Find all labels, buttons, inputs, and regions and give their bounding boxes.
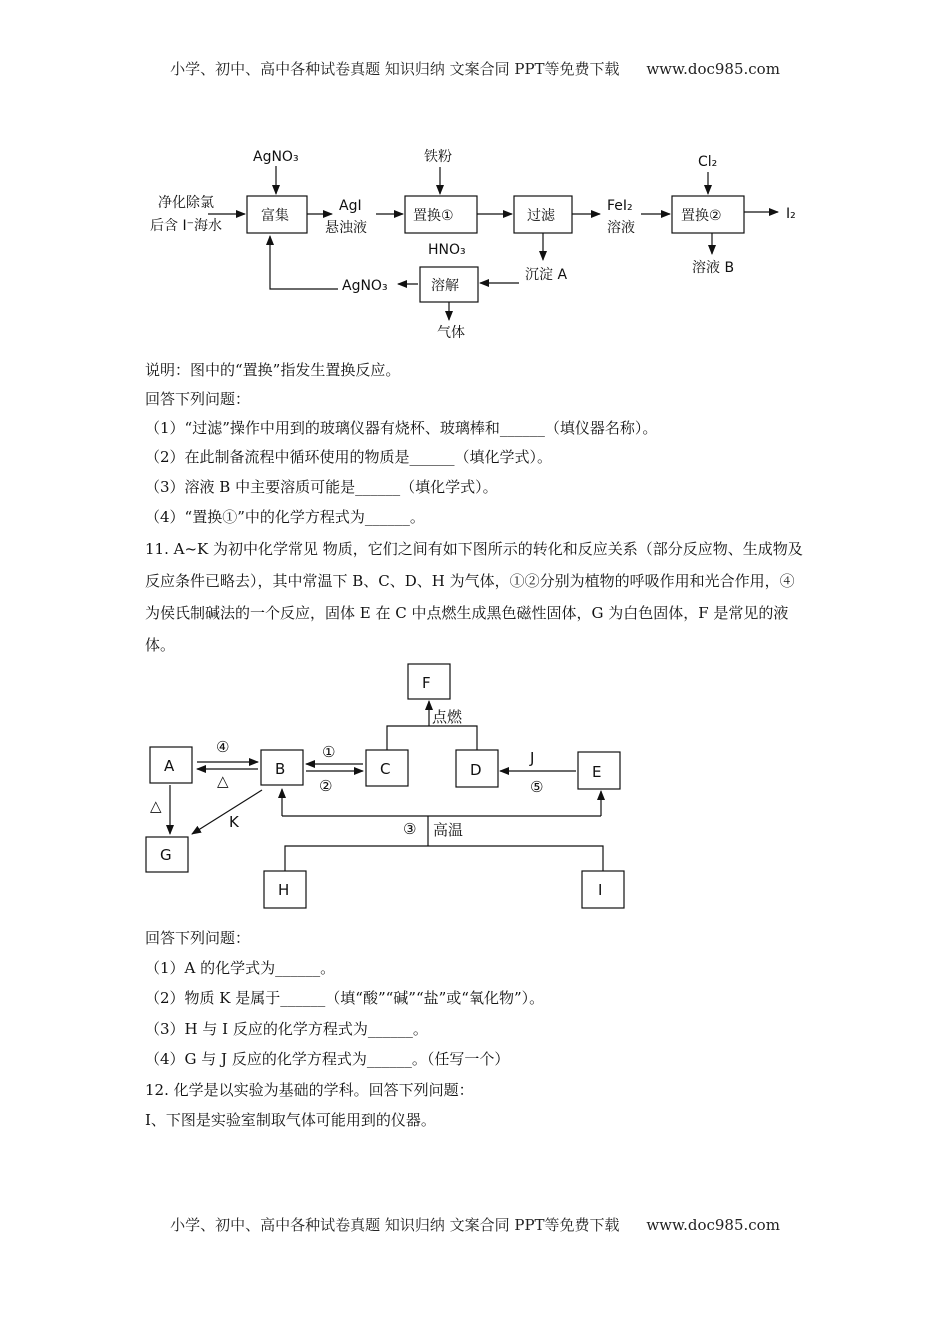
rel-A: A xyxy=(164,757,175,775)
rel-I: I xyxy=(598,881,603,899)
rel-circle-1: ① xyxy=(322,743,336,761)
flow-iron: 铁粉 xyxy=(424,149,452,165)
q11-item-2: （2）物质 K 是属于______（填“酸”“碱”“盐”或“氧化物”）。 xyxy=(145,989,545,1007)
flow-gas: 气体 xyxy=(437,325,465,341)
q11-stem: 11. A~K 为初中化学常见 物质，它们之间有如下图所示的转化和反应关系（部分反应物、生成物及反应条件已略去），其中常温下 B、C、D、H 为气体，①②分别为植物的呼吸作用和光合作用，④为侯氏制碱法的一个反应，固体 E 在 C 中点燃生成黑色磁性固体，G 为白色固体，F 是常见的液体。 xyxy=(145,540,803,654)
flow-cl2: Cl₂ xyxy=(698,154,718,170)
q12-stem: 12. 化学是以实验为基础的学科。回答下列问题： xyxy=(145,1081,474,1099)
rel-G: G xyxy=(160,846,172,864)
flow-filter-label: 过滤 xyxy=(527,208,555,224)
rel-circle-4: ④ xyxy=(216,738,230,756)
flow-fei2-2: 溶液 xyxy=(607,220,635,236)
q12-part-1: I、下图是实验室制取气体可能用到的仪器。 xyxy=(145,1111,436,1129)
rel-hightemp: 高温 xyxy=(433,821,464,839)
footer-text: 小学、初中、高中各种试卷真题 知识归纳 文案合同 PPT等免费下载 xyxy=(170,1216,620,1234)
header-text: 小学、初中、高中各种试卷真题 知识归纳 文案合同 PPT等免费下载 xyxy=(170,60,620,78)
q10-item-4: （4）“置换①”中的化学方程式为______。 xyxy=(145,508,425,526)
rel-link-HI xyxy=(285,846,603,871)
flow-zh2-label: 置换② xyxy=(681,208,722,224)
flow-labels xyxy=(150,148,796,341)
arrow-agno3-recycle xyxy=(270,236,338,289)
q10-item-2: （2）在此制备流程中循环使用的物质是______（填化学式）。 xyxy=(145,448,553,466)
flow-diagram xyxy=(208,166,778,320)
rel-K: K xyxy=(229,813,239,831)
rel-arrow-B-G xyxy=(192,790,262,834)
rel-ignite: 点燃 xyxy=(432,708,463,726)
flow-in-1: 净化除氯 xyxy=(158,195,214,211)
rel-D: D xyxy=(470,761,482,779)
flow-precip: 沉淀 A xyxy=(525,267,568,283)
q11-item-4: （4）G 与 J 反应的化学方程式为______。（任写一个） xyxy=(145,1050,510,1068)
flow-solb: 溶液 B xyxy=(692,260,735,276)
rel-C: C xyxy=(380,760,391,778)
q10-item-3: （3）溶液 B 中主要溶质可能是______（填化学式）。 xyxy=(145,478,498,496)
rel-B: B xyxy=(275,760,286,778)
flow-agi-1: AgI xyxy=(339,198,362,214)
flow-agi-2: 悬浊液 xyxy=(325,220,367,236)
q11-item-1: （1）A 的化学式为______。 xyxy=(145,959,336,977)
rel-circle-2: ② xyxy=(319,777,333,795)
rel-H: H xyxy=(278,881,290,899)
flow-dissolve-label: 溶解 xyxy=(431,278,459,294)
rel-box-I xyxy=(582,871,624,908)
q10-intro: 回答下列问题： xyxy=(145,390,251,408)
rel-J: J xyxy=(530,749,535,767)
flow-fuji-label: 富集 xyxy=(261,208,289,224)
rel-F: F xyxy=(422,674,431,692)
rel-circle-5: ⑤ xyxy=(530,778,544,796)
flow-hno3: HNO₃ xyxy=(428,242,466,258)
rel-link-CD xyxy=(387,726,477,750)
flow-agno3-top: AgNO₃ xyxy=(253,149,299,165)
rel-tri-2: △ xyxy=(150,797,162,815)
page-footer xyxy=(0,1214,950,1235)
footer-site: www.doc985.com xyxy=(646,1216,780,1234)
rel-circle-3: ③ xyxy=(403,820,417,838)
rel-E: E xyxy=(592,763,602,781)
q10-note: 说明：图中的“置换”指发生置换反应。 xyxy=(145,361,401,379)
rel-tri-1: △ xyxy=(217,772,229,790)
flow-agno3-back: AgNO₃ xyxy=(342,278,388,294)
q11-item-3: （3）H 与 I 反应的化学方程式为______。 xyxy=(145,1020,428,1038)
flow-in-2: 后含 I⁻海水 xyxy=(150,218,222,234)
flow-fei2-1: FeI₂ xyxy=(607,198,633,214)
flow-i2: I₂ xyxy=(786,206,796,222)
q11-intro: 回答下列问题： xyxy=(145,929,251,947)
q10-item-1: （1）“过滤”操作中用到的玻璃仪器有烧杯、玻璃棒和______（填仪器名称）。 xyxy=(145,419,658,437)
flow-zh1-label: 置换① xyxy=(413,208,454,224)
header-site: www.doc985.com xyxy=(646,60,780,78)
